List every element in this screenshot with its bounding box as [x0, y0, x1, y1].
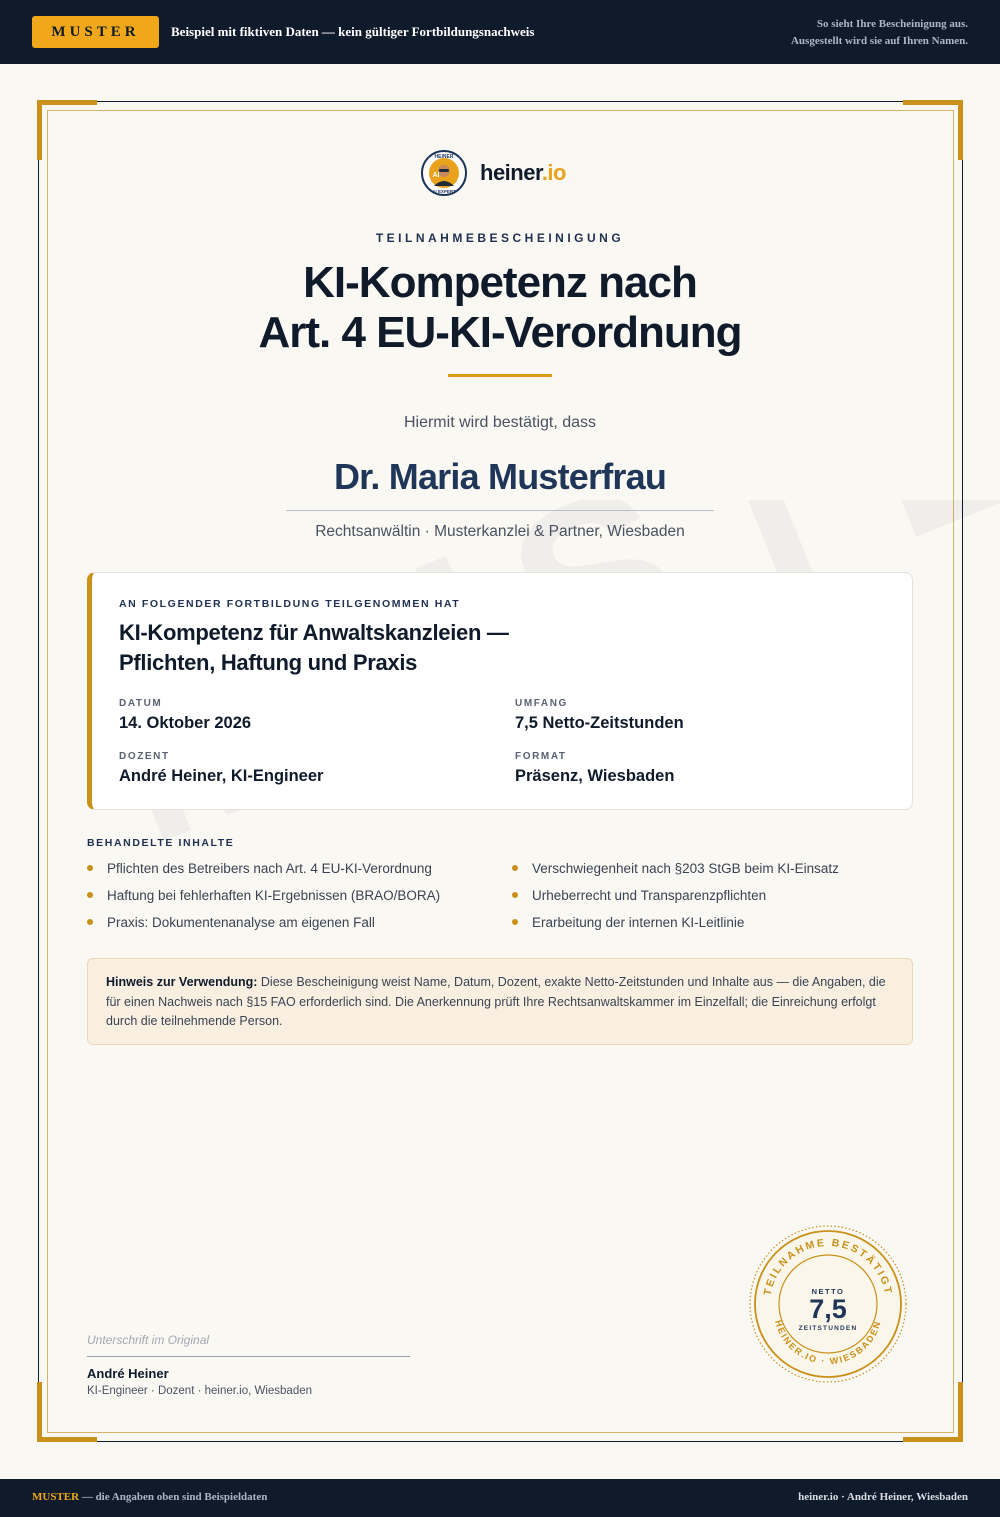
ai-expert-badge-icon [421, 150, 467, 196]
sample-banner [0, 0, 1000, 64]
topic-item [87, 915, 375, 930]
date-value: 14. Oktober 2026 [119, 714, 252, 732]
signature-hint: Unterschrift im Original [87, 1333, 210, 1347]
title-divider [448, 374, 552, 377]
participant-role: Rechtsanwältin · Musterkanzlei & Partner, Wiesbaden [315, 523, 685, 540]
topic-item [87, 861, 432, 876]
topic-text: Verschwiegenheit nach §203 StGB beim KI-Einsatz [532, 861, 839, 876]
muster-badge: MUSTER [32, 16, 159, 48]
svg-text:AI: AI [432, 172, 440, 179]
scope-label: UMFANG [515, 698, 568, 709]
signer-name: André Heiner [87, 1366, 169, 1381]
signature-line [87, 1356, 410, 1357]
name-underline [286, 510, 714, 511]
topic-text: Pflichten des Betreibers nach Art. 4 EU-KI-Verordnung [107, 861, 432, 876]
bullet-icon [512, 865, 518, 871]
certificate-title-line1: KI-Kompetenz nach [303, 258, 697, 307]
signer-role: KI-Engineer · Dozent · heiner.io, Wiesbaden [87, 1385, 313, 1397]
usage-notice [87, 958, 913, 1045]
course-overline: AN FOLGENDER FORTBILDUNG TEILGENOMMEN HAT [119, 598, 461, 610]
corner-ornament-bottom-right [903, 1382, 963, 1442]
participant-name: Dr. Maria Musterfrau [333, 456, 667, 497]
certificate-title-line2: Art. 4 EU-KI-Verordnung [258, 308, 742, 357]
bullet-icon [87, 919, 93, 925]
sample-note: Beispiel mit fiktiven Daten — kein gültiger Fortbildungsnachweis [171, 24, 535, 39]
sample-explanation-line1: So sieht Ihre Bescheinigung aus. [816, 18, 968, 30]
svg-text:HEINER: HEINER [434, 154, 454, 160]
topic-item [512, 915, 744, 930]
topic-text: Praxis: Dokumentenanalyse am eigenen Fall [107, 915, 375, 930]
brand-wordmark-accent: .io [541, 160, 566, 185]
confirmation-text: Hiermit wird bestätigt, dass [403, 414, 597, 431]
course-title [119, 618, 509, 678]
topic-text: Erarbeitung der internen KI-Leitlinie [532, 915, 745, 930]
corner-ornament-top-left [37, 100, 97, 160]
footer-issuer: heiner.io · André Heiner, Wiesbaden [798, 1491, 968, 1503]
footer-muster-label: MUSTER [32, 1491, 80, 1503]
footer-sample-text: — die Angaben oben sind Beispieldaten [79, 1491, 268, 1503]
certificate-title [0, 258, 1000, 358]
brand-wordmark-main: heiner [480, 160, 542, 185]
lecturer-label: DOZENT [119, 751, 170, 762]
topic-item [512, 861, 839, 876]
course-title-line1: KI-Kompetenz für Anwaltskanzleien — [119, 620, 509, 645]
bullet-icon [87, 865, 93, 871]
topic-text: Urheberrecht und Transparenzpflichten [532, 888, 767, 903]
brand-wordmark [480, 160, 566, 186]
footer-sample-note [32, 1491, 267, 1503]
topic-item [512, 888, 766, 903]
date-label: DATUM [119, 698, 163, 709]
bullet-icon [512, 919, 518, 925]
corner-ornament-top-right [903, 100, 963, 160]
brand-logo [421, 150, 566, 196]
format-value: Präsenz, Wiesbaden [515, 767, 675, 785]
usage-notice-label: Hinweis zur Verwendung: [106, 975, 258, 989]
seal-value: 7,5 [809, 1294, 847, 1324]
seal-under: ZEITSTUNDEN [798, 1325, 858, 1332]
topics-heading: BEHANDELTE INHALTE [87, 837, 235, 849]
usage-notice-text: Diese Bescheinigung weist Name, Datum, Dozent, exakte Netto-Zeitstunden und Inhalte aus — die Angaben, die für einen Nachweis nach §15 FAO erforderlich sind. Die Anerkennung prüft Ihre Rechtsanwaltskammer im Einzelfall; die Einreichung erfolgt durch die teilnehmende Person. [106, 975, 886, 1028]
svg-text:AI EXPERT: AI EXPERT [432, 189, 456, 194]
sample-footer [0, 1479, 1000, 1517]
topic-text: Haftung bei fehlerhaften KI-Ergebnissen (BRAO/BORA) [107, 888, 441, 903]
lecturer-value: André Heiner, KI-Engineer [119, 767, 324, 785]
certification-seal-icon [748, 1224, 908, 1384]
sample-explanation-line2: Ausgestellt wird sie auf Ihren Namen. [790, 35, 968, 47]
seal-ring-bottom: HEINER.IO · WIESBADEN [773, 1318, 883, 1367]
sample-explanation [791, 16, 968, 50]
format-label: FORMAT [515, 751, 567, 762]
bullet-icon [87, 892, 93, 898]
scope-value: 7,5 Netto-Zeitstunden [515, 714, 684, 732]
seal-ring-top: TEILNAHME BESTÄTIGT [761, 1236, 895, 1297]
certificate-type: TEILNAHMEBESCHEINIGUNG [375, 231, 625, 245]
course-card [87, 572, 913, 810]
bullet-icon [512, 892, 518, 898]
seal-over: NETTO [811, 1287, 845, 1296]
topic-item [87, 888, 440, 903]
course-title-line2: Pflichten, Haftung und Praxis [119, 650, 418, 675]
